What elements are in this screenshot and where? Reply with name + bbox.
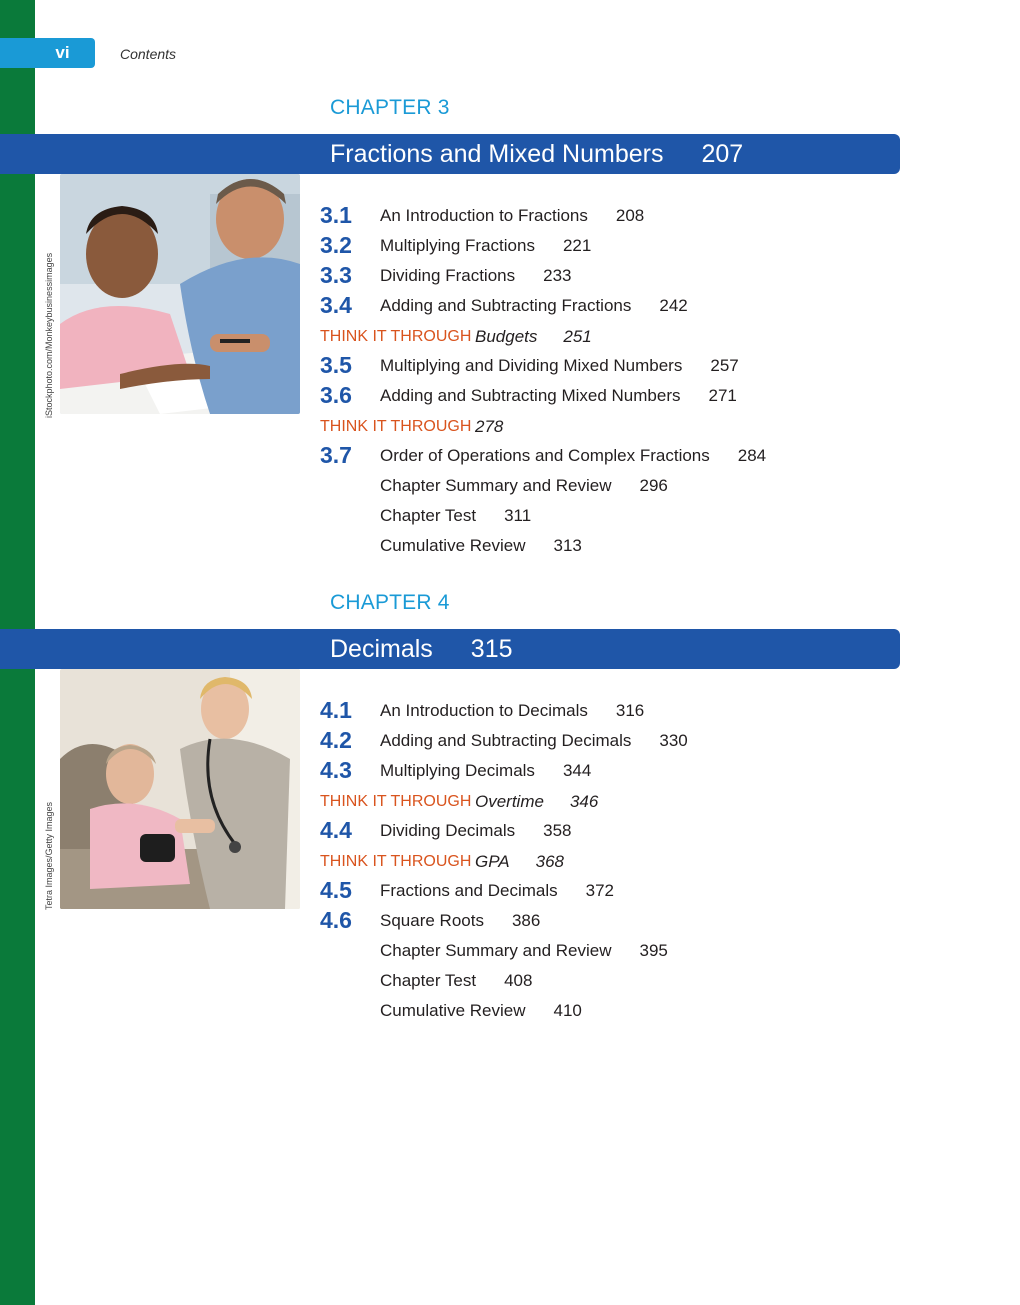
- extra-title: Chapter Summary and Review: [380, 941, 612, 960]
- toc-entry[interactable]: [320, 756, 900, 786]
- toc-entry[interactable]: [320, 291, 900, 321]
- page-number: vi: [55, 43, 70, 62]
- toc-entry[interactable]: [320, 501, 900, 531]
- running-head: Contents: [120, 46, 177, 62]
- toc-entry[interactable]: [320, 996, 900, 1026]
- extra-page: 313: [553, 536, 582, 555]
- think-it-through-title-line: [475, 326, 592, 348]
- section-title: Multiplying Decimals: [380, 761, 535, 780]
- think-it-through-page: 368: [535, 852, 565, 871]
- section-title-line: [380, 730, 688, 752]
- section-title: An Introduction to Decimals: [380, 701, 588, 720]
- toc-entry[interactable]: [320, 531, 900, 561]
- section-number: 4.2: [320, 727, 352, 753]
- section-page: 316: [615, 701, 645, 720]
- think-it-through-title: Overtime: [475, 792, 544, 811]
- section-title-line: [380, 760, 591, 782]
- section-number: 3.3: [320, 262, 352, 288]
- extra-page: 395: [639, 941, 668, 960]
- toc-entry[interactable]: [320, 816, 900, 846]
- section-title: Multiplying and Dividing Mixed Numbers: [380, 356, 683, 375]
- think-it-through-entry[interactable]: [320, 786, 900, 816]
- section-title: Adding and Subtracting Mixed Numbers: [380, 386, 681, 405]
- extra-title: Chapter Test: [380, 506, 477, 525]
- section-title-line: [380, 910, 540, 932]
- extra-page: 296: [639, 476, 668, 495]
- section-number: 4.3: [320, 757, 352, 783]
- think-it-through-page: 278: [475, 417, 504, 436]
- chapter-4-photo: [60, 669, 300, 909]
- think-it-through-label: THINK IT THROUGH: [320, 793, 472, 810]
- extra-title-line: [380, 505, 531, 527]
- toc-entry[interactable]: [320, 261, 900, 291]
- nurse-patient-illustration: [60, 669, 300, 909]
- chapter-4-page: 315: [470, 635, 513, 663]
- think-it-through-entry[interactable]: [320, 846, 900, 876]
- chapter-4-photo-credit: Tetra Images/Getty Images: [44, 801, 54, 910]
- extra-title-line: [380, 970, 532, 992]
- think-it-through-label: THINK IT THROUGH: [320, 418, 472, 435]
- think-it-through-title-line: [475, 851, 564, 873]
- think-it-through-page: 346: [569, 792, 599, 811]
- toc-entry[interactable]: [320, 876, 900, 906]
- section-title: Adding and Subtracting Fractions: [380, 296, 632, 315]
- section-page: 386: [511, 911, 541, 930]
- section-title-line: [380, 265, 571, 287]
- chapter-4-label: CHAPTER 4: [330, 591, 450, 614]
- chapter-3-photo-credit: iStockphoto.com/Monkeybusinessimages: [44, 252, 54, 418]
- section-page: 257: [710, 356, 739, 375]
- section-page: 242: [659, 296, 688, 315]
- section-page: 358: [543, 821, 572, 840]
- section-title: Fractions and Decimals: [380, 881, 558, 900]
- think-it-through-entry[interactable]: [320, 321, 900, 351]
- toc-entry[interactable]: [320, 441, 900, 471]
- extra-title-line: [380, 1000, 582, 1022]
- think-it-through-title-line: [475, 416, 503, 438]
- section-number: 4.1: [320, 697, 352, 723]
- extra-page: 311: [504, 506, 532, 525]
- section-title-line: [380, 385, 737, 407]
- chapter-3-toc: [320, 201, 900, 561]
- toc-entry[interactable]: [320, 381, 900, 411]
- section-page: 284: [737, 446, 767, 465]
- toc-entry[interactable]: [320, 906, 900, 936]
- extra-title: Cumulative Review: [380, 1001, 526, 1020]
- section-title-line: [380, 445, 766, 467]
- toc-entry[interactable]: [320, 351, 900, 381]
- extra-title-line: [380, 475, 668, 497]
- section-page: 372: [585, 881, 614, 900]
- extra-title: Cumulative Review: [380, 536, 526, 555]
- section-title-line: [380, 355, 739, 377]
- section-number: 4.4: [320, 817, 352, 843]
- section-title: Multiplying Fractions: [380, 236, 535, 255]
- section-title: Dividing Decimals: [380, 821, 516, 840]
- section-page: 233: [543, 266, 572, 285]
- think-it-through-page: 251: [563, 327, 592, 346]
- toc-entry[interactable]: [320, 696, 900, 726]
- section-number: 3.1: [320, 202, 352, 228]
- section-title: An Introduction to Fractions: [380, 206, 588, 225]
- section-number: 4.5: [320, 877, 352, 903]
- section-number: 3.5: [320, 352, 352, 378]
- chapter-4-toc: [320, 696, 900, 1026]
- chapter-3-title-bar[interactable]: [0, 134, 900, 174]
- section-page: 344: [562, 761, 592, 780]
- chapter-3-page: 207: [701, 140, 744, 168]
- section-title-line: [380, 295, 688, 317]
- page-number-tab: [0, 38, 95, 68]
- think-it-through-title: GPA: [475, 852, 510, 871]
- section-page: 271: [708, 386, 737, 405]
- section-page: 221: [562, 236, 592, 255]
- think-it-through-title-line: [475, 791, 598, 813]
- extra-title: Chapter Test: [380, 971, 477, 990]
- extra-page: 408: [504, 971, 533, 990]
- chapter-3-photo: [60, 174, 300, 414]
- tutor-student-illustration: [60, 174, 300, 414]
- extra-title: Chapter Summary and Review: [380, 476, 612, 495]
- think-it-through-title: Budgets: [475, 327, 538, 346]
- extra-page: 410: [553, 1001, 582, 1020]
- section-title-line: [380, 205, 644, 227]
- toc-entry[interactable]: [320, 936, 900, 966]
- section-title-line: [380, 820, 571, 842]
- toc-entry[interactable]: [320, 966, 900, 996]
- section-title-line: [380, 235, 591, 257]
- section-page: 330: [659, 731, 688, 750]
- section-number: 3.6: [320, 382, 352, 408]
- chapter-4-title: Decimals: [330, 635, 433, 663]
- section-number: 3.2: [320, 232, 352, 258]
- extra-title-line: [380, 535, 582, 557]
- toc-entry[interactable]: [320, 471, 900, 501]
- chapter-4-title-bar[interactable]: [0, 629, 900, 669]
- section-title: Dividing Fractions: [380, 266, 516, 285]
- chapter-3-label: CHAPTER 3: [330, 96, 450, 119]
- section-number: 4.6: [320, 907, 352, 933]
- extra-title-line: [380, 940, 668, 962]
- think-it-through-entry[interactable]: [320, 411, 900, 441]
- section-title: Square Roots: [380, 911, 484, 930]
- section-number: 3.4: [320, 292, 352, 318]
- section-title-line: [380, 880, 614, 902]
- section-title: Adding and Subtracting Decimals: [380, 731, 632, 750]
- section-title-line: [380, 700, 644, 722]
- think-it-through-label: THINK IT THROUGH: [320, 853, 472, 870]
- section-title: Order of Operations and Complex Fractions: [380, 446, 710, 465]
- think-it-through-label: THINK IT THROUGH: [320, 328, 472, 345]
- toc-entry[interactable]: [320, 201, 900, 231]
- toc-entry[interactable]: [320, 726, 900, 756]
- section-number: 3.7: [320, 442, 352, 468]
- section-page: 208: [615, 206, 645, 225]
- chapter-3-title: Fractions and Mixed Numbers: [330, 140, 664, 168]
- toc-entry[interactable]: [320, 231, 900, 261]
